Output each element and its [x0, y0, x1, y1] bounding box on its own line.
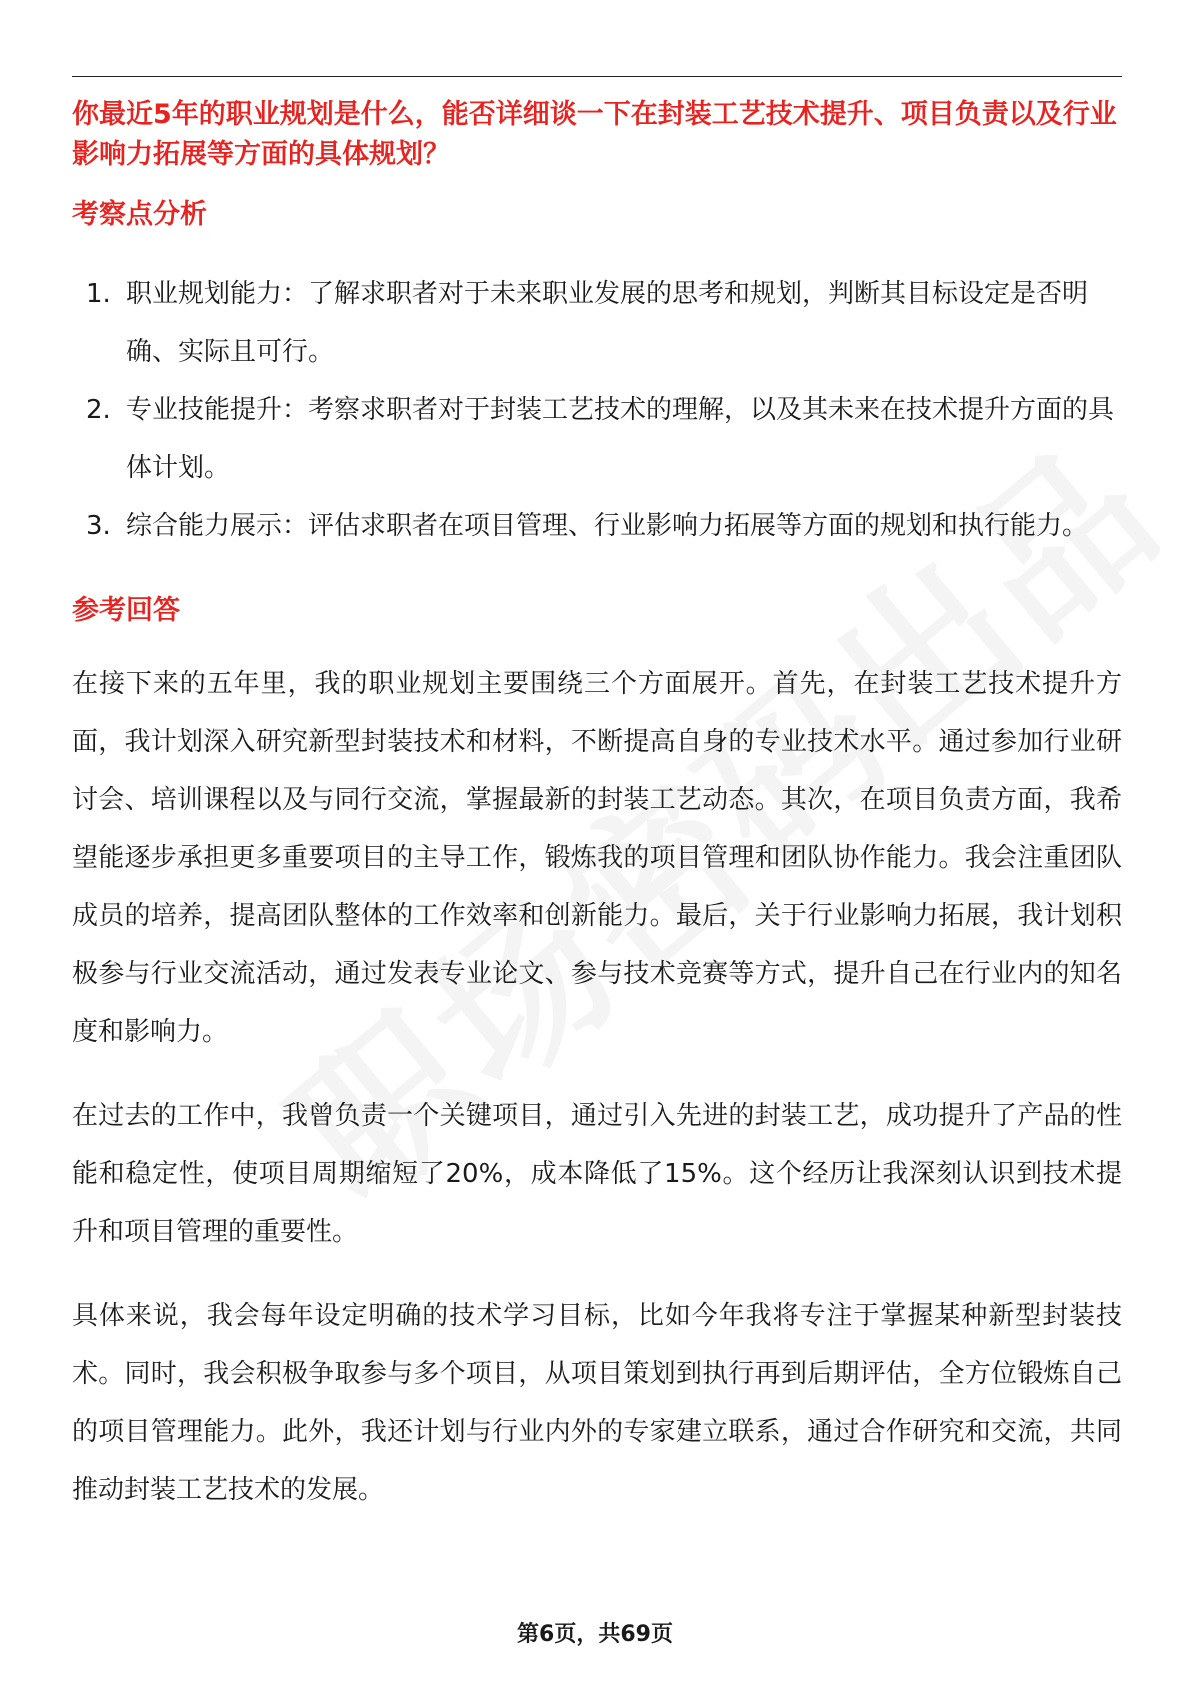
list-item-number: 2.	[86, 395, 111, 425]
list-item-text: 职业规划能力：了解求职者对于未来职业发展的思考和规划，判断其目标设定是否明确、实际且可行。	[126, 279, 1089, 367]
answer-heading: 参考回答	[72, 595, 180, 626]
list-item	[72, 381, 1122, 497]
answer-paragraph: 在过去的工作中，我曾负责一个关键项目，通过引入先进的封装工艺，成功提升了产品的性能和稳定性，使项目周期缩短了20%，成本降低了15%。这个经历让我深刻认识到技术提升和项目管理的重要性。	[72, 1101, 1122, 1247]
top-divider	[72, 76, 1122, 77]
answer-paragraph: 在接下来的五年里，我的职业规划主要围绕三个方面展开。首先，在封装工艺技术提升方面，我计划深入研究新型封装技术和材料，不断提高自身的专业技术水平。通过参加行业研讨会、培训课程以及与同行交流，掌握最新的封装工艺动态。其次，在项目负责方面，我希望能逐步承担更多重要项目的主导工作，锻炼我的项目管理和团队协作能力。我会注重团队成员的培养，提高团队整体的工作效率和创新能力。最后，关于行业影响力拓展，我计划积极参与行业交流活动，通过发表专业论文、参与技术竞赛等方式，提升自己在行业内的知名度和影响力。	[72, 669, 1122, 1047]
list-item-number: 3.	[86, 511, 111, 541]
analysis-heading: 考察点分析	[72, 199, 207, 230]
answer-paragraph: 具体来说，我会每年设定明确的技术学习目标，比如今年我将专注于掌握某种新型封装技术。同时，我会积极争取参与多个项目，从项目策划到执行再到后期评估，全方位锻炼自己的项目管理能力。此外，我还计划与行业内外的专家建立联系，通过合作研究和交流，共同推动封装工艺技术的发展。	[72, 1301, 1122, 1505]
page-number: 第6页，共69页	[517, 1622, 673, 1647]
list-item-text: 综合能力展示：评估求职者在项目管理、行业影响力拓展等方面的规划和执行能力。	[126, 511, 1089, 541]
list-item	[72, 497, 1122, 555]
question-title: 你最近5年的职业规划是什么，能否详细谈一下在封装工艺技术提升、项目负责以及行业影响力拓展等方面的具体规划？	[72, 99, 1117, 170]
list-item-text: 专业技能提升：考察求职者对于封装工艺技术的理解，以及其未来在技术提升方面的具体计划。	[126, 395, 1115, 483]
list-item	[72, 265, 1122, 381]
document-page	[72, 76, 1122, 1519]
list-item-number: 1.	[86, 279, 111, 309]
analysis-list	[72, 265, 1122, 555]
